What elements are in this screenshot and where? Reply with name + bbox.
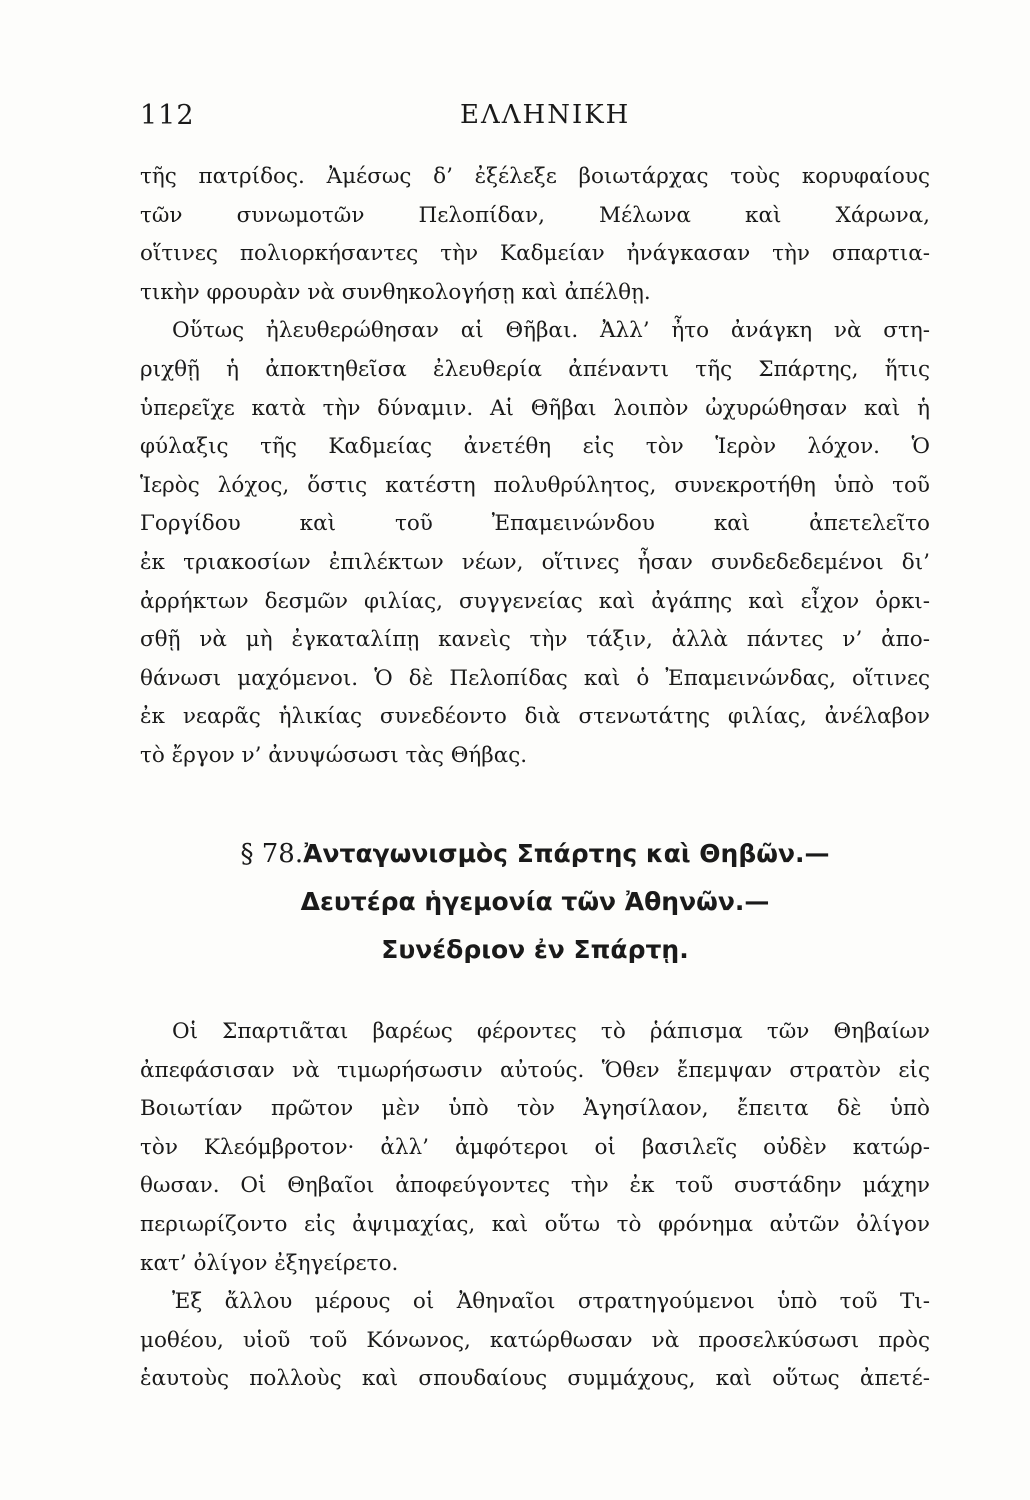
- text-line: θάνωσι μαχόμενοι. Ὁ δὲ Πελοπίδας καὶ ὁ Ἐπαμεινώνδας, οἵτινες: [140, 665, 930, 691]
- section-heading: [140, 830, 930, 974]
- text-line: τὸν Κλεόμβροτον· ἀλλ’ ἀμφότεροι οἱ βασιλεῖς οὐδὲν κατώρ-: [140, 1134, 930, 1160]
- body-text-bottom: [140, 1013, 930, 1399]
- text-line: ἐκ τριακοσίων ἐπιλέκτων νέων, οἵτινες ἦσαν συνδεδεδεμένοι δι’: [140, 549, 930, 575]
- text-line: Βοιωτίαν πρῶτον μὲν ὑπὸ τὸν Ἀγησίλαον, ἔπειτα δὲ ὑπὸ: [140, 1096, 930, 1122]
- text-line: μοθέου, υἱοῦ τοῦ Κόνωνος, κατώρθωσαν νὰ προσελκύσωσι πρὸς: [140, 1327, 930, 1353]
- text-line: ριχθῇ ἡ ἀποκτηθεῖσα ἐλευθερία ἀπέναντι τῆς Σπάρτης, ἥτις: [140, 356, 930, 382]
- running-title: ΕΛΛΗΝΙΚΗ: [460, 100, 631, 130]
- text-line: σθῇ νὰ μὴ ἐγκαταλίπῃ κανεὶς τὴν τάξιν, ἀλλὰ πάντες ν’ ἀπο-: [140, 627, 930, 653]
- text-line: περιωρίζοντο εἰς ἀψιμαχίας, καὶ οὕτω τὸ φρόνημα αὐτῶν ὀλίγον: [140, 1211, 930, 1237]
- text-line: οἵτινες πολιορκήσαντες τὴν Καδμείαν ἠνάγκασαν τὴν σπαρτια-: [140, 241, 930, 267]
- section-heading-line-2: Δευτέρα ἡγεμονία τῶν Ἀθηνῶν.—: [300, 887, 770, 916]
- text-line: τικὴν φρουρὰν νὰ συνθηκολογήσῃ καὶ ἀπέλθῃ.: [140, 279, 651, 305]
- text-line: ἐκ νεαρᾶς ἡλικίας συνεδέοντο διὰ στενωτάτης φιλίας, ἀνέλαβον: [140, 704, 930, 730]
- text-line: ἀρρήκτων δεσμῶν φιλίας, συγγενείας καὶ ἀγάπης καὶ εἶχον ὁρκι-: [140, 588, 930, 614]
- text-line: τῶν συνωμοτῶν Πελοπίδαν, Μέλωνα καὶ Χάρωνα,: [140, 202, 930, 228]
- section-title-part-1: Ἀνταγωνισμὸς Σπάρτης καὶ Θηβῶν.—: [303, 839, 830, 868]
- text-line: Οὕτως ἠλευθερώθησαν αἱ Θῆβαι. Ἀλλ’ ἦτο ἀνάγκη νὰ στη-: [172, 318, 930, 344]
- text-line: τὸ ἔργον ν’ ἀνυψώσωσι τὰς Θήβας.: [140, 742, 528, 768]
- text-line: φύλαξις τῆς Καδμείας ἀνετέθη εἰς τὸν Ἱερὸν λόχον. Ὁ: [140, 434, 930, 460]
- text-line: Ἱερὸς λόχος, ὅστις κατέστη πολυθρύλητος, συνεκροτήθη ὑπὸ τοῦ: [140, 472, 930, 498]
- text-line: Οἱ Σπαρτιᾶται βαρέως φέροντες τὸ ῥάπισμα τῶν Θηβαίων: [172, 1019, 930, 1044]
- running-head: [140, 100, 930, 140]
- text-line: ὑπερεῖχε κατὰ τὴν δύναμιν. Αἱ Θῆβαι λοιπὸν ὠχυρώθησαν καὶ ἡ: [140, 395, 930, 421]
- section-number: § 78.: [240, 839, 304, 869]
- text-line: θωσαν. Οἱ Θηβαῖοι ἀποφεύγοντες τὴν ἐκ τοῦ συστάδην μάχην: [140, 1173, 930, 1199]
- page-number: 112: [140, 100, 195, 131]
- body-text-top: [140, 158, 930, 776]
- section-heading-line-1: [140, 830, 930, 878]
- text-line: τῆς πατρίδος. Ἀμέσως δ’ ἐξέλεξε βοιωτάρχας τοὺς κορυφαίους: [140, 164, 930, 189]
- text-line: ἀπεφάσισαν νὰ τιμωρήσωσιν αὐτούς. Ὅθεν ἔπεμψαν στρατὸν εἰς: [140, 1057, 930, 1083]
- text-line: Γοργίδου καὶ τοῦ Ἐπαμεινώνδου καὶ ἀπετελεῖτο: [140, 511, 930, 537]
- section-heading-line-3: Συνέδριον ἐν Σπάρτῃ.: [381, 935, 689, 964]
- text-line: Ἐξ ἄλλου μέρους οἱ Ἀθηναῖοι στρατηγούμενοι ὑπὸ τοῦ Τι-: [172, 1289, 930, 1315]
- text-line: κατ’ ὀλίγον ἐξηγείρετο.: [140, 1250, 399, 1276]
- text-line: ἑαυτοὺς πολλοὺς καὶ σπουδαίους συμμάχους, καὶ οὕτως ἀπετέ-: [140, 1366, 930, 1392]
